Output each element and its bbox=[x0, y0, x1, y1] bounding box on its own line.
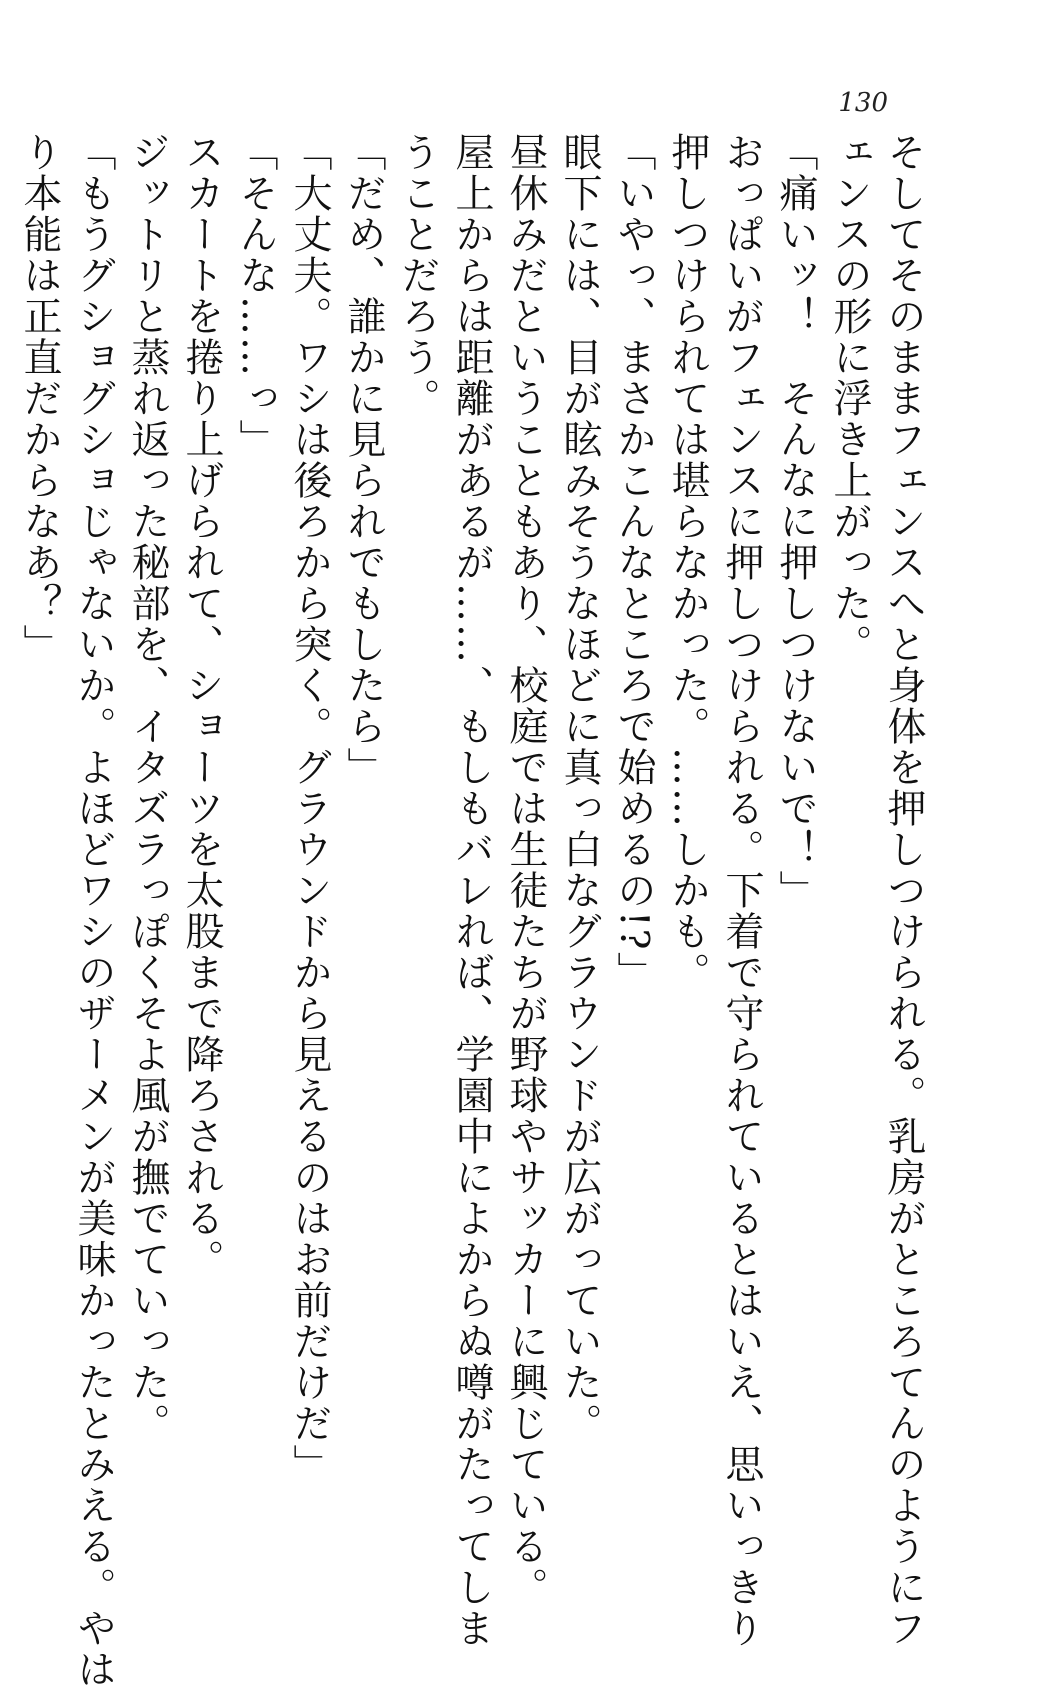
text-line: 「大丈夫。ワシは後ろから突く。グラウンドから見えるのはお前だけだ」 bbox=[287, 132, 332, 1485]
text-line: 眼下には、目が眩みそうなほどに真っ白なグラウンドが広がっていた。 bbox=[557, 132, 602, 1444]
text-line: スカートを捲り上げられて、ショーツを太股まで降ろされる。 bbox=[179, 132, 224, 1280]
text-line: 屋上からは距離があるが……、もしもバレれば、学園中によからぬ噂がたってしま bbox=[449, 132, 494, 1649]
text-line: おっぱいがフェンスに押しつけられる。下着で守られているとはいえ、思いっきり bbox=[719, 132, 764, 1649]
text-line: 押しつけられては堪らなかった。……しかも。 bbox=[665, 132, 710, 993]
text-line: ジットリと蒸れ返った秘部を、イタズラっぽくそよ風が撫でていった。 bbox=[125, 132, 170, 1444]
text-line: ェンスの形に浮き上がった。 bbox=[827, 132, 872, 665]
text-line: そしてそのままフェンスへと身体を押しつけられる。乳房がところてんのようにフ bbox=[881, 132, 926, 1649]
text-line: 「痛いッ！ そんなに押しつけないで！」 bbox=[773, 132, 818, 911]
text-line: 「いやっ、まさかこんなところで始めるの!?」 bbox=[611, 132, 656, 993]
text-line: 「そんな……っ」 bbox=[233, 132, 278, 460]
page-number: 130 bbox=[838, 88, 888, 118]
text-line: 昼休みだということもあり、校庭では生徒たちが野球やサッカーに興じている。 bbox=[503, 132, 548, 1608]
text-line: うことだろう。 bbox=[395, 132, 440, 419]
text-line: り本能は正直だからなあ？」 bbox=[17, 132, 62, 665]
vertical-body-text bbox=[17, 132, 930, 1690]
text-line: 「だめ、誰かに見られでもしたら」 bbox=[341, 132, 386, 788]
text-line: 「もうグショグショじゃないか。よほどワシのザーメンが美味かったとみえる。やは bbox=[71, 132, 116, 1690]
